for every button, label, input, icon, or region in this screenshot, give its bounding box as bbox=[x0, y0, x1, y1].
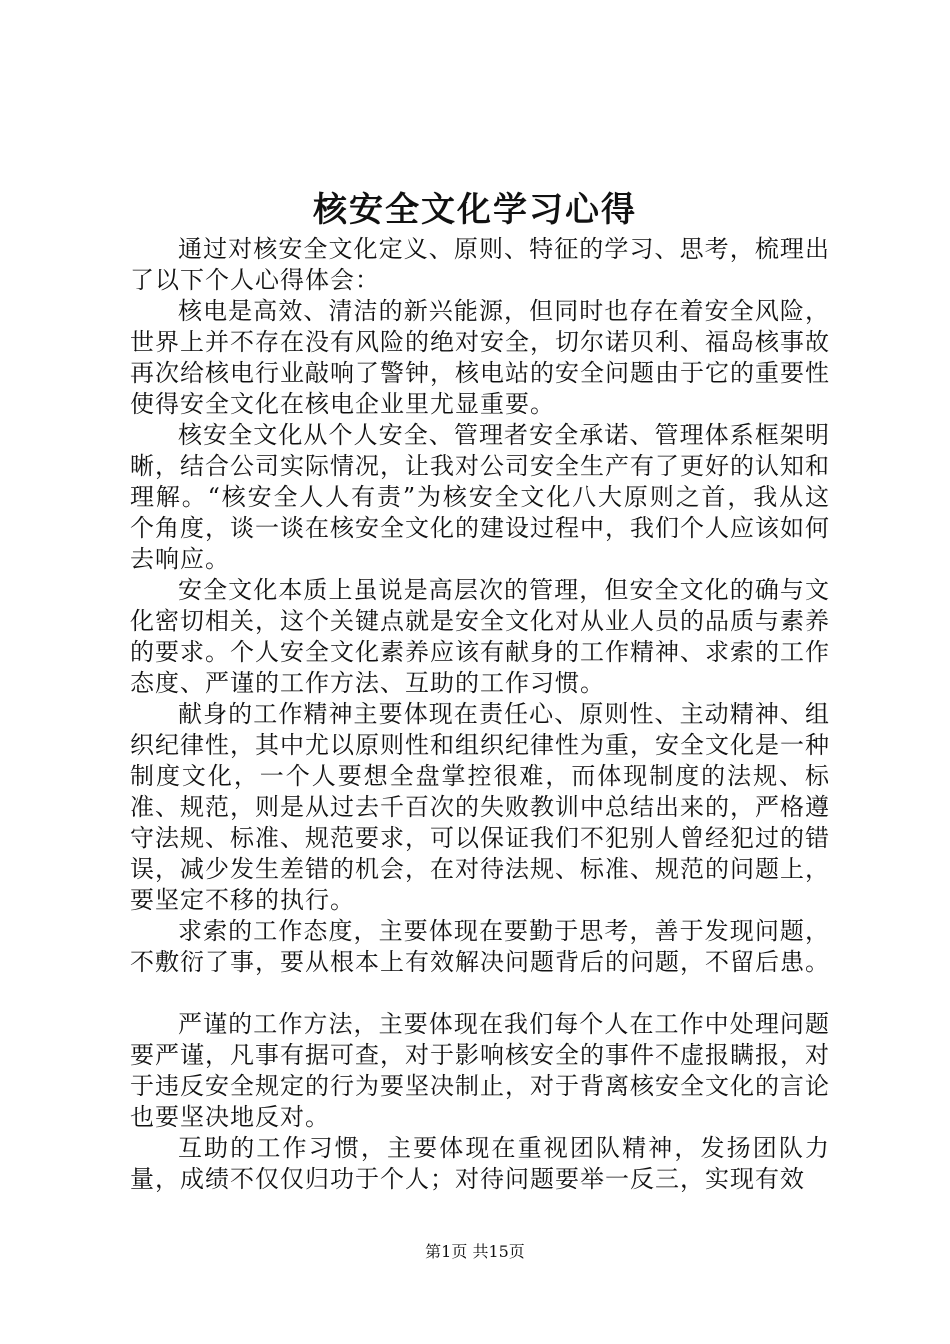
paragraph-inquiry: 求索的工作态度，主要体现在要勤于思考，善于发现问题，不敷衍了事，要从根本上有效解决问题背后的问题，不留后患。 bbox=[130, 917, 830, 976]
paragraph-safety-culture: 核安全文化从个人安全、管理者安全承诺、管理体系框架明晰，结合公司实际情况，让我对公司安全生产有了更好的认知和理解。“核安全人人有责”为核安全文化八大原则之首，我从这个角度，谈一谈在核安全文化的建设过程中，我们个人应该如何去响应。 bbox=[130, 421, 830, 573]
paragraph-intro: 通过对核安全文化定义、原则、特征的学习、思考，梳理出了以下个人心得体会： bbox=[130, 235, 830, 294]
page-footer: 第1页 共15页 bbox=[425, 1242, 525, 1261]
document-body bbox=[130, 234, 830, 1195]
document-title: 核安全文化学习心得 bbox=[313, 190, 637, 230]
paragraph-culture-essence: 安全文化本质上虽说是高层次的管理，但安全文化的确与文化密切相关，这个关键点就是安全文化对从业人员的品质与素养的要求。个人安全文化素养应该有献身的工作精神、求索的工作态度、严谨的工作方法、互助的工作习惯。 bbox=[130, 576, 830, 697]
paragraph-nuclear-power: 核电是高效、清洁的新兴能源，但同时也存在着安全风险，世界上并不存在没有风险的绝对安全，切尔诺贝利、福岛核事故再次给核电行业敲响了警钟，核电站的安全问题由于它的重要性使得安全文化在核电企业里尤显重要。 bbox=[130, 297, 830, 418]
paragraph-dedication: 献身的工作精神主要体现在责任心、原则性、主动精神、组织纪律性，其中尤以原则性和组织纪律性为重，安全文化是一种制度文化，一个人要想全盘掌控很难，而体现制度的法规、标准、规范，则是从过去千百次的失败教训中总结出来的，严格遵守法规、标准、规范要求，可以保证我们不犯别人曾经犯过的错误，减少发生差错的机会，在对待法规、标准、规范的问题上，要坚定不移的执行。 bbox=[130, 700, 830, 914]
paragraph-rigor: 严谨的工作方法，主要体现在我们每个人在工作中处理问题要严谨，凡事有据可查，对于影响核安全的事件不虚报瞒报，对于违反安全规定的行为要坚决制止，对于背离核安全文化的言论也要坚决地反对。 bbox=[130, 1010, 830, 1131]
paragraph-mutual-help: 互助的工作习惯，主要体现在重视团队精神，发扬团队力量，成绩不仅仅归功于个人；对待问题要举一反三，实现有效 bbox=[130, 1134, 830, 1193]
